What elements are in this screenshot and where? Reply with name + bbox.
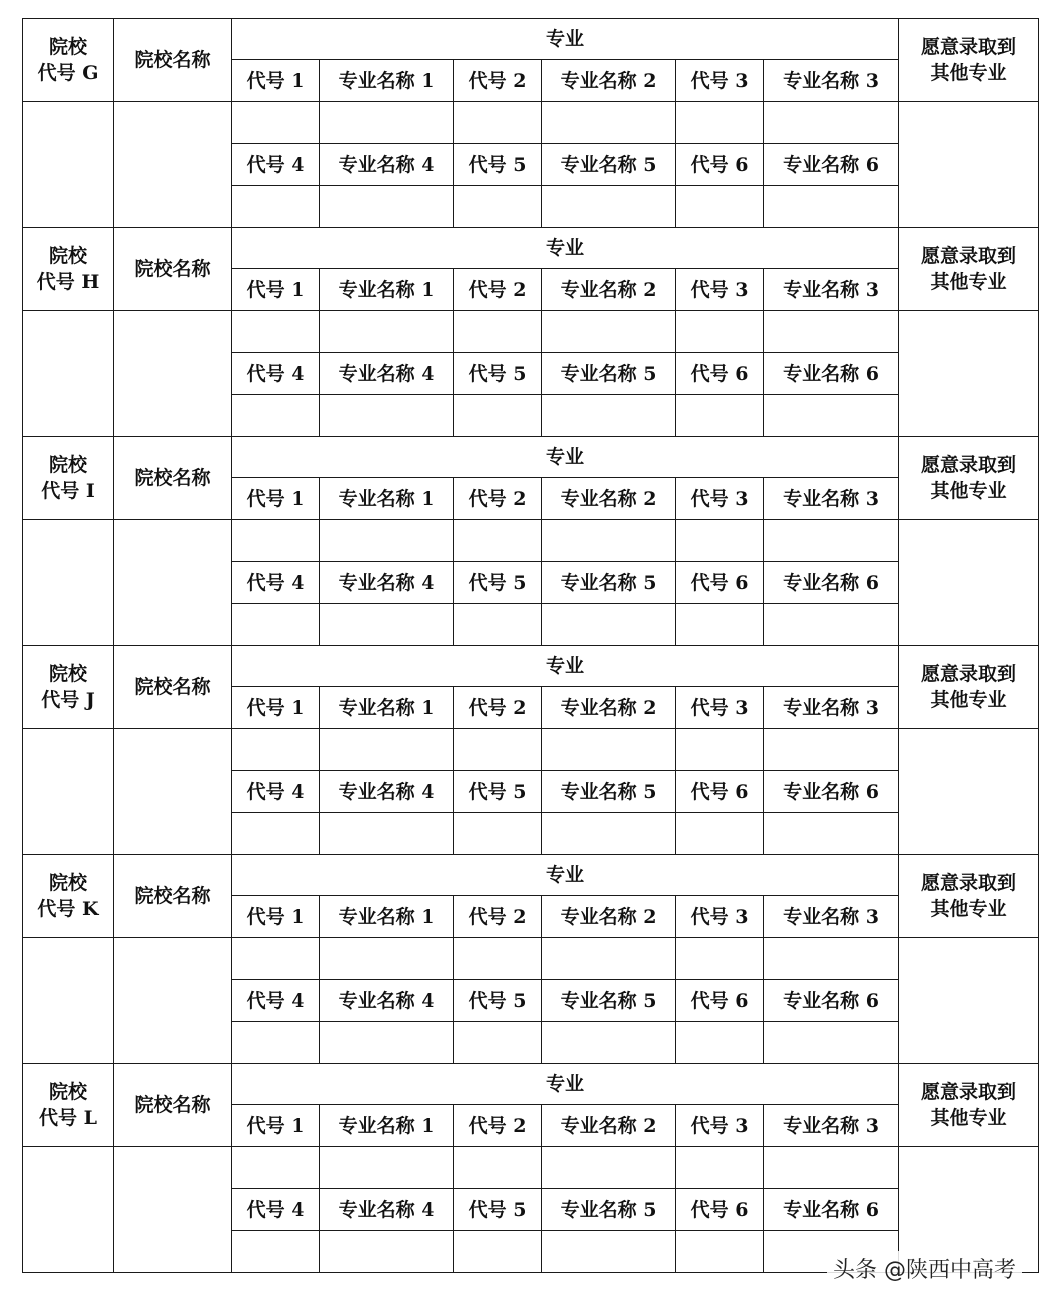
label-line: 愿意录取到 xyxy=(921,454,1017,476)
major-header-cell: 专业名称 3 xyxy=(764,478,899,520)
accept-other-label xyxy=(899,1064,1039,1147)
major-input-cell[interactable] xyxy=(542,604,676,646)
label-line: 愿意录取到 xyxy=(921,245,1017,267)
major-header-cell: 代号 6 xyxy=(676,1189,764,1231)
major-input-cell[interactable] xyxy=(764,729,899,771)
table-row xyxy=(23,19,1039,60)
major-header-cell: 代号 1 xyxy=(232,269,320,311)
major-input-cell[interactable] xyxy=(764,1147,899,1189)
major-input-cell[interactable] xyxy=(676,520,764,562)
major-header-cell: 专业名称 5 xyxy=(542,771,676,813)
major-input-cell[interactable] xyxy=(676,395,764,437)
major-input-cell[interactable] xyxy=(454,102,542,144)
major-header-cell: 专业名称 4 xyxy=(320,771,454,813)
major-input-cell[interactable] xyxy=(320,1147,454,1189)
major-input-cell[interactable] xyxy=(320,729,454,771)
major-header-cell: 代号 3 xyxy=(676,269,764,311)
label-line: 其他专业 xyxy=(930,898,1007,920)
major-input-cell[interactable] xyxy=(676,604,764,646)
major-input-cell[interactable] xyxy=(232,813,320,855)
major-header-cell: 专业名称 2 xyxy=(542,687,676,729)
label-line: 其他专业 xyxy=(930,62,1007,84)
major-header-cell: 代号 3 xyxy=(676,478,764,520)
major-header-cell: 专业名称 4 xyxy=(320,144,454,186)
major-input-cell[interactable] xyxy=(454,1147,542,1189)
major-header-cell: 代号 1 xyxy=(232,478,320,520)
major-header-cell: 代号 2 xyxy=(454,1105,542,1147)
accept-other-input[interactable] xyxy=(899,102,1039,228)
major-input-cell[interactable] xyxy=(232,102,320,144)
table-row xyxy=(23,228,1039,269)
label-line: 代号 J xyxy=(41,689,95,711)
school-code-input[interactable] xyxy=(23,311,114,437)
school-name-input[interactable] xyxy=(114,102,232,228)
major-header-cell: 专业名称 6 xyxy=(764,1189,899,1231)
major-input-cell[interactable] xyxy=(676,938,764,980)
table-row xyxy=(23,729,1039,771)
major-header-cell: 代号 4 xyxy=(232,562,320,604)
major-header-cell: 代号 2 xyxy=(454,478,542,520)
major-input-cell[interactable] xyxy=(542,311,676,353)
major-header-cell: 专业名称 3 xyxy=(764,1105,899,1147)
major-header-cell: 专业名称 6 xyxy=(764,980,899,1022)
label-line: 愿意录取到 xyxy=(921,663,1017,685)
school-code-input[interactable] xyxy=(23,729,114,855)
watermark: 头条 @陕西中高考 xyxy=(827,1251,1022,1286)
major-header-cell: 代号 6 xyxy=(676,144,764,186)
major-header-cell: 专业名称 6 xyxy=(764,353,899,395)
major-header-cell: 专业名称 5 xyxy=(542,980,676,1022)
major-header-cell: 代号 5 xyxy=(454,144,542,186)
major-header-cell: 专业名称 5 xyxy=(542,562,676,604)
school-code-input[interactable] xyxy=(23,938,114,1064)
major-input-cell[interactable] xyxy=(764,311,899,353)
major-header-cell: 专业名称 4 xyxy=(320,980,454,1022)
accept-other-label xyxy=(899,228,1039,311)
major-input-cell[interactable] xyxy=(320,186,454,228)
major-header-cell: 专业名称 3 xyxy=(764,896,899,938)
major-header-cell: 专业名称 2 xyxy=(542,1105,676,1147)
label-line: 院校 xyxy=(48,36,87,58)
major-input-cell[interactable] xyxy=(542,1022,676,1064)
school-name-input[interactable] xyxy=(114,520,232,646)
label-line: 院校 xyxy=(48,245,87,267)
major-input-cell[interactable] xyxy=(232,604,320,646)
major-header-cell: 专业名称 6 xyxy=(764,144,899,186)
major-input-cell[interactable] xyxy=(454,1231,542,1273)
school-name-label: 院校名称 xyxy=(114,855,232,938)
major-input-cell[interactable] xyxy=(764,102,899,144)
table-row xyxy=(23,102,1039,144)
major-input-cell[interactable] xyxy=(454,186,542,228)
accept-other-input[interactable] xyxy=(899,938,1039,1064)
major-input-cell[interactable] xyxy=(764,186,899,228)
major-header-cell: 代号 5 xyxy=(454,562,542,604)
school-code-input[interactable] xyxy=(23,1147,114,1273)
major-header-cell: 专业名称 1 xyxy=(320,896,454,938)
table-row xyxy=(23,520,1039,562)
major-header-cell: 专业名称 1 xyxy=(320,60,454,102)
major-input-cell[interactable] xyxy=(676,1022,764,1064)
major-header-cell: 代号 3 xyxy=(676,896,764,938)
label-line: 代号 I xyxy=(41,480,95,502)
major-header-cell: 代号 2 xyxy=(454,687,542,729)
major-input-cell[interactable] xyxy=(764,813,899,855)
major-header-cell: 专业名称 2 xyxy=(542,269,676,311)
table-row xyxy=(23,311,1039,353)
school-code-input[interactable] xyxy=(23,102,114,228)
major-input-cell[interactable] xyxy=(454,604,542,646)
major-input-cell[interactable] xyxy=(232,1231,320,1273)
major-header: 专业 xyxy=(232,19,899,60)
major-input-cell[interactable] xyxy=(676,186,764,228)
school-name-label: 院校名称 xyxy=(114,19,232,102)
major-header-cell: 代号 3 xyxy=(676,687,764,729)
major-header-cell: 代号 5 xyxy=(454,980,542,1022)
major-input-cell[interactable] xyxy=(454,938,542,980)
label-line: 其他专业 xyxy=(930,689,1007,711)
major-input-cell[interactable] xyxy=(542,729,676,771)
major-input-cell[interactable] xyxy=(542,520,676,562)
major-header-cell: 专业名称 5 xyxy=(542,144,676,186)
label-line: 愿意录取到 xyxy=(921,36,1017,58)
major-input-cell[interactable] xyxy=(232,1147,320,1189)
major-header-cell: 专业名称 2 xyxy=(542,60,676,102)
label-line: 代号 G xyxy=(37,62,99,84)
major-input-cell[interactable] xyxy=(542,938,676,980)
major-header-cell: 代号 1 xyxy=(232,687,320,729)
major-input-cell[interactable] xyxy=(232,729,320,771)
school-name-input[interactable] xyxy=(114,729,232,855)
major-input-cell[interactable] xyxy=(320,395,454,437)
major-header: 专业 xyxy=(232,1064,899,1105)
major-input-cell[interactable] xyxy=(764,520,899,562)
major-input-cell[interactable] xyxy=(320,1022,454,1064)
major-input-cell[interactable] xyxy=(320,1231,454,1273)
major-header-cell: 代号 4 xyxy=(232,353,320,395)
major-header-cell: 代号 4 xyxy=(232,1189,320,1231)
major-input-cell[interactable] xyxy=(676,1147,764,1189)
major-header-cell: 代号 5 xyxy=(454,353,542,395)
major-input-cell[interactable] xyxy=(454,395,542,437)
school-name-label: 院校名称 xyxy=(114,228,232,311)
major-header: 专业 xyxy=(232,855,899,896)
label-line: 代号 H xyxy=(36,271,100,293)
label-line: 其他专业 xyxy=(930,480,1007,502)
school-code-label xyxy=(23,228,114,311)
major-input-cell[interactable] xyxy=(232,1022,320,1064)
major-input-cell[interactable] xyxy=(542,1147,676,1189)
major-header-cell: 专业名称 3 xyxy=(764,269,899,311)
label-line: 院校 xyxy=(48,872,87,894)
accept-other-input[interactable] xyxy=(899,311,1039,437)
table-row xyxy=(23,938,1039,980)
major-input-cell[interactable] xyxy=(764,1022,899,1064)
major-input-cell[interactable] xyxy=(676,813,764,855)
label-line: 院校 xyxy=(48,1081,87,1103)
label-line: 愿意录取到 xyxy=(921,872,1017,894)
major-header-cell: 代号 1 xyxy=(232,60,320,102)
major-header-cell: 代号 5 xyxy=(454,1189,542,1231)
school-code-label xyxy=(23,855,114,938)
major-header-cell: 代号 6 xyxy=(676,771,764,813)
school-code-input[interactable] xyxy=(23,520,114,646)
major-input-cell[interactable] xyxy=(320,520,454,562)
school-code-label xyxy=(23,19,114,102)
major-header-cell: 专业名称 4 xyxy=(320,1189,454,1231)
major-input-cell[interactable] xyxy=(764,938,899,980)
major-input-cell[interactable] xyxy=(232,186,320,228)
major-input-cell[interactable] xyxy=(320,813,454,855)
major-header-cell: 专业名称 2 xyxy=(542,478,676,520)
major-input-cell[interactable] xyxy=(320,102,454,144)
major-header: 专业 xyxy=(232,437,899,478)
table-row xyxy=(23,1147,1039,1189)
major-input-cell[interactable] xyxy=(320,604,454,646)
major-input-cell[interactable] xyxy=(676,729,764,771)
accept-other-label xyxy=(899,437,1039,520)
label-line: 代号 K xyxy=(37,898,99,920)
label-line: 代号 L xyxy=(39,1107,97,1129)
major-input-cell[interactable] xyxy=(320,938,454,980)
major-header-cell: 专业名称 3 xyxy=(764,687,899,729)
accept-other-input[interactable] xyxy=(899,520,1039,646)
school-code-label xyxy=(23,1064,114,1147)
accept-other-label xyxy=(899,646,1039,729)
label-line: 其他专业 xyxy=(930,1107,1007,1129)
major-input-cell[interactable] xyxy=(542,813,676,855)
major-header-cell: 代号 5 xyxy=(454,771,542,813)
school-code-label xyxy=(23,646,114,729)
label-line: 院校 xyxy=(48,454,87,476)
school-name-input[interactable] xyxy=(114,938,232,1064)
major-input-cell[interactable] xyxy=(542,102,676,144)
major-header-cell: 代号 2 xyxy=(454,896,542,938)
major-input-cell[interactable] xyxy=(232,938,320,980)
application-form xyxy=(22,18,1039,1273)
major-input-cell[interactable] xyxy=(542,1231,676,1273)
major-input-cell[interactable] xyxy=(676,1231,764,1273)
table-row xyxy=(23,437,1039,478)
major-header-cell: 专业名称 4 xyxy=(320,562,454,604)
major-header-cell: 代号 1 xyxy=(232,1105,320,1147)
major-input-cell[interactable] xyxy=(454,729,542,771)
accept-other-label xyxy=(899,19,1039,102)
major-header-cell: 专业名称 1 xyxy=(320,269,454,311)
major-input-cell[interactable] xyxy=(542,186,676,228)
major-input-cell[interactable] xyxy=(764,604,899,646)
major-input-cell[interactable] xyxy=(320,311,454,353)
major-header-cell: 代号 4 xyxy=(232,980,320,1022)
school-name-input[interactable] xyxy=(114,311,232,437)
major-input-cell[interactable] xyxy=(764,395,899,437)
major-header-cell: 代号 3 xyxy=(676,1105,764,1147)
major-header-cell: 代号 4 xyxy=(232,144,320,186)
school-name-label: 院校名称 xyxy=(114,646,232,729)
major-header-cell: 专业名称 1 xyxy=(320,478,454,520)
table-row xyxy=(23,646,1039,687)
major-header: 专业 xyxy=(232,646,899,687)
major-input-cell[interactable] xyxy=(542,395,676,437)
label-line: 其他专业 xyxy=(930,271,1007,293)
accept-other-label xyxy=(899,855,1039,938)
major-header-cell: 代号 4 xyxy=(232,771,320,813)
table-row xyxy=(23,855,1039,896)
major-input-cell[interactable] xyxy=(454,311,542,353)
accept-other-input[interactable] xyxy=(899,729,1039,855)
major-header-cell: 代号 6 xyxy=(676,980,764,1022)
major-header-cell: 代号 2 xyxy=(454,269,542,311)
major-header-cell: 代号 3 xyxy=(676,60,764,102)
major-input-cell[interactable] xyxy=(454,520,542,562)
major-input-cell[interactable] xyxy=(676,102,764,144)
table-row xyxy=(23,1064,1039,1105)
major-header-cell: 专业名称 1 xyxy=(320,1105,454,1147)
school-code-label xyxy=(23,437,114,520)
major-header-cell: 专业名称 5 xyxy=(542,353,676,395)
volunteer-table xyxy=(22,18,1039,1273)
major-header-cell: 专业名称 1 xyxy=(320,687,454,729)
major-input-cell[interactable] xyxy=(676,311,764,353)
major-header-cell: 专业名称 5 xyxy=(542,1189,676,1231)
major-input-cell[interactable] xyxy=(232,311,320,353)
school-name-input[interactable] xyxy=(114,1147,232,1273)
major-header-cell: 专业名称 6 xyxy=(764,771,899,813)
major-header-cell: 代号 2 xyxy=(454,60,542,102)
school-name-label: 院校名称 xyxy=(114,437,232,520)
label-line: 愿意录取到 xyxy=(921,1081,1017,1103)
major-header-cell: 专业名称 6 xyxy=(764,562,899,604)
major-header-cell: 专业名称 3 xyxy=(764,60,899,102)
major-input-cell[interactable] xyxy=(232,395,320,437)
major-header-cell: 代号 6 xyxy=(676,562,764,604)
major-header-cell: 专业名称 2 xyxy=(542,896,676,938)
major-input-cell[interactable] xyxy=(232,520,320,562)
major-header-cell: 专业名称 4 xyxy=(320,353,454,395)
major-header: 专业 xyxy=(232,228,899,269)
label-line: 院校 xyxy=(48,663,87,685)
major-header-cell: 代号 6 xyxy=(676,353,764,395)
major-input-cell[interactable] xyxy=(454,813,542,855)
major-header-cell: 代号 1 xyxy=(232,896,320,938)
school-name-label: 院校名称 xyxy=(114,1064,232,1147)
major-input-cell[interactable] xyxy=(454,1022,542,1064)
